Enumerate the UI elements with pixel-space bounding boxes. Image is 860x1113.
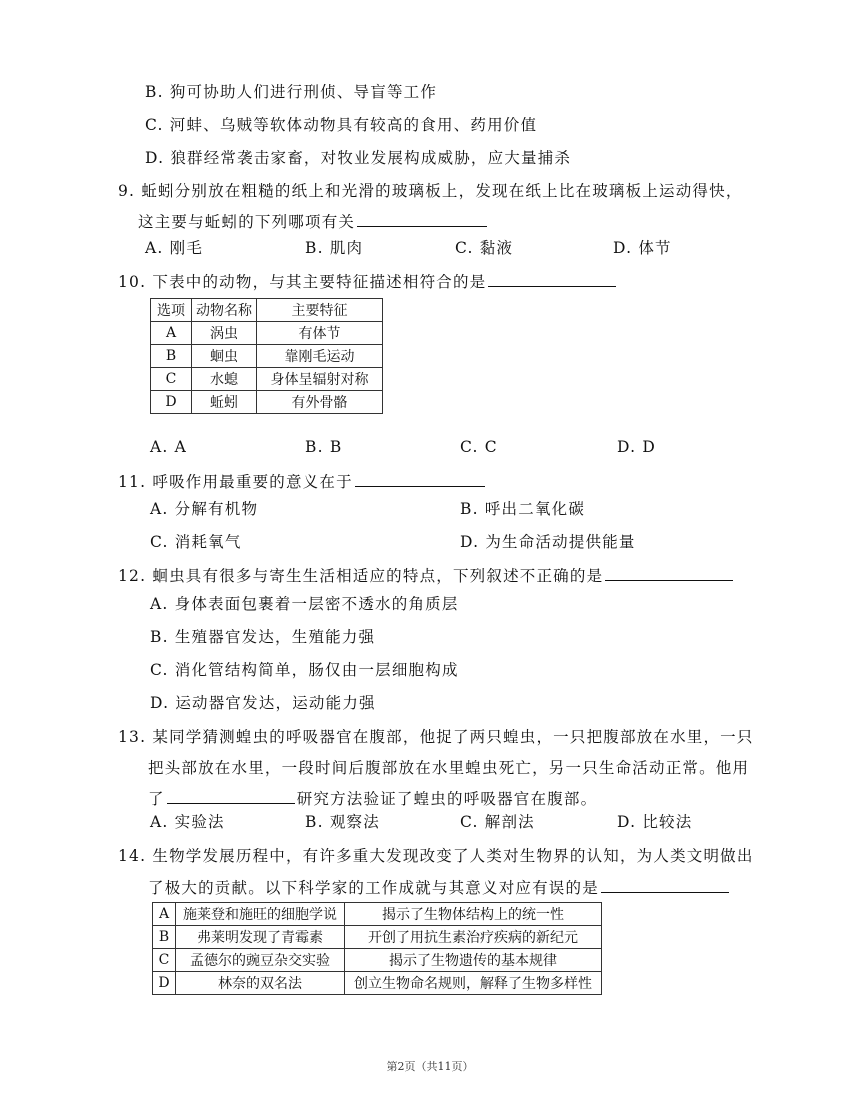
q12-option-a: A. 身体表面包裹着一层密不透水的角质层 [150, 595, 459, 613]
q13-option-a: A. 实验法 [150, 813, 225, 831]
q11-option-c: C. 消耗氧气 [150, 533, 242, 551]
q11-answer-blank[interactable] [355, 471, 485, 487]
q11-option-a: A. 分解有机物 [150, 500, 259, 518]
q13-option-c: C. 解剖法 [460, 813, 535, 831]
table-cell: A [151, 322, 192, 345]
q12-option-d: D. 运动器官发达，运动能力强 [150, 694, 376, 712]
table-header-row [151, 299, 383, 322]
q9-answer-blank[interactable] [357, 211, 487, 227]
table-cell: 孟德尔的豌豆杂交实验 [176, 949, 345, 972]
q10-option-d: D. D [617, 438, 656, 456]
q13-stem-line1: 13. 某同学猜测蝗虫的呼吸器官在腹部，他捉了两只蝗虫，一只把腹部放在水里，一只 [118, 728, 754, 746]
table-cell: 有体节 [257, 322, 383, 345]
table-cell: 蚯蚓 [192, 391, 257, 414]
q10-table [150, 298, 383, 414]
q12-option-c: C. 消化管结构简单，肠仅由一层细胞构成 [150, 661, 459, 679]
table-cell: 靠刚毛运动 [257, 345, 383, 368]
table-row [153, 903, 602, 926]
table-header-cell: 选项 [151, 299, 192, 322]
q8-option-d: D. 狼群经常袭击家畜，对牧业发展构成威胁，应大量捕杀 [145, 149, 572, 167]
table-row [153, 926, 602, 949]
q13-option-b: B. 观察法 [305, 813, 380, 831]
q11-option-b: B. 呼出二氧化碳 [460, 500, 586, 518]
q13-stem-line2: 把头部放在水里，一段时间后腹部放在水里蝗虫死亡，另一只生命活动正常。他用 [148, 759, 750, 777]
q10-option-a: A. A [150, 438, 188, 456]
q10-stem-text: 10. 下表中的动物，与其主要特征描述相符合的是 [118, 273, 487, 291]
q13-option-d: D. 比较法 [617, 813, 693, 831]
table-cell: B [153, 926, 176, 949]
table-cell: C [151, 368, 192, 391]
table-cell: 创立生物命名规则，解释了生物多样性 [345, 972, 602, 995]
table-row [153, 949, 602, 972]
table-cell: D [153, 972, 176, 995]
q12-stem-text: 12. 蛔虫具有很多与寄生生活相适应的特点，下列叙述不正确的是 [118, 567, 604, 585]
q13-stem-line3 [148, 788, 597, 809]
q9-option-a: A. 刚毛 [145, 239, 204, 257]
q14-stem-line1: 14. 生物学发展历程中，有许多重大发现改变了人类对生物界的认知，为人类文明做出 [118, 847, 754, 865]
table-cell: 蛔虫 [192, 345, 257, 368]
q8-option-c: C. 河蚌、乌贼等软体动物具有较高的食用、药用价值 [145, 116, 538, 134]
q9-stem-line2 [138, 211, 487, 232]
q9-option-c: C. 黏液 [455, 239, 514, 257]
q10-option-c: C. C [460, 438, 498, 456]
q10-option-b: B. B [305, 438, 343, 456]
q12-stem [118, 565, 733, 586]
table-header-cell: 动物名称 [192, 299, 257, 322]
table-cell: C [153, 949, 176, 972]
table-row [151, 391, 383, 414]
table-cell: 揭示了生物遗传的基本规律 [345, 949, 602, 972]
q10-answer-blank[interactable] [488, 271, 616, 287]
table-cell: 弗莱明发现了青霉素 [176, 926, 345, 949]
table-cell: 有外骨骼 [257, 391, 383, 414]
table-cell: 水螅 [192, 368, 257, 391]
q12-option-b: B. 生殖器官发达，生殖能力强 [150, 628, 376, 646]
q12-answer-blank[interactable] [605, 565, 733, 581]
q13-answer-blank[interactable] [167, 788, 295, 804]
q9-option-b: B. 肌肉 [305, 239, 364, 257]
table-cell: B [151, 345, 192, 368]
table-cell: D [151, 391, 192, 414]
q8-option-b: B. 狗可协助人们进行刑侦、导盲等工作 [145, 83, 438, 101]
q13-stem-pre: 了 [148, 790, 165, 808]
q11-stem [118, 471, 485, 492]
table-header-cell: 主要特征 [257, 299, 383, 322]
q14-stem-text: 了极大的贡献。以下科学家的工作成就与其意义对应有误的是 [148, 879, 599, 897]
table-row [151, 368, 383, 391]
table-cell: 涡虫 [192, 322, 257, 345]
q14-stem-line2 [148, 877, 729, 898]
q10-stem [118, 271, 616, 292]
table-cell: A [153, 903, 176, 926]
table-row [151, 345, 383, 368]
q11-option-d: D. 为生命活动提供能量 [460, 533, 636, 551]
q11-stem-text: 11. 呼吸作用最重要的意义在于 [118, 473, 353, 491]
q14-answer-blank[interactable] [601, 877, 729, 893]
q13-stem-post: 研究方法验证了蝗虫的呼吸器官在腹部。 [296, 790, 598, 808]
q9-stem-line1: 9. 蚯蚓分别放在粗糙的纸上和光滑的玻璃板上，发现在纸上比在玻璃板上运动得快， [118, 182, 743, 200]
table-row [153, 972, 602, 995]
q9-stem-text: 这主要与蚯蚓的下列哪项有关 [138, 213, 356, 231]
q9-option-d: D. 体节 [613, 239, 672, 257]
q14-table [152, 902, 602, 995]
table-cell: 林奈的双名法 [176, 972, 345, 995]
table-cell: 施莱登和施旺的细胞学说 [176, 903, 345, 926]
page-footer: 第2页（共11页） [386, 1060, 474, 1073]
table-cell: 开创了用抗生素治疗疾病的新纪元 [345, 926, 602, 949]
table-cell: 揭示了生物体结构上的统一性 [345, 903, 602, 926]
table-cell: 身体呈辐射对称 [257, 368, 383, 391]
table-row [151, 322, 383, 345]
